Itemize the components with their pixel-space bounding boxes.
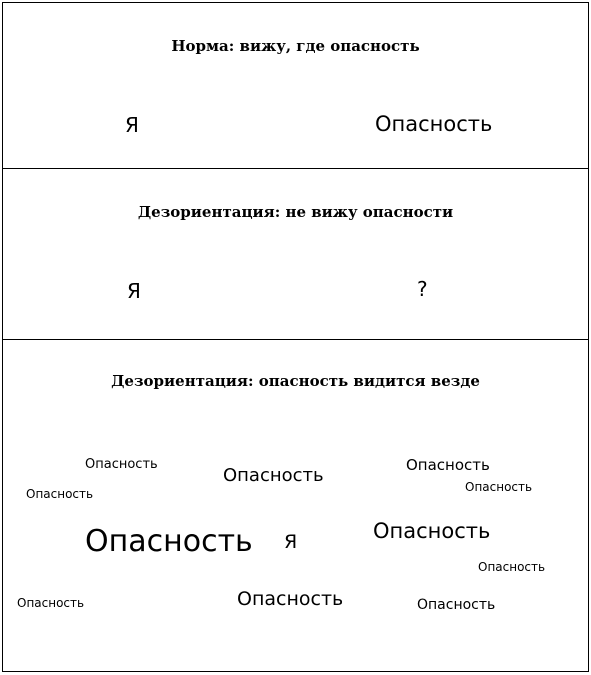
question-mark: ? (417, 277, 428, 301)
danger-label: Опасность (417, 597, 496, 613)
panel-disoriented-blind (2, 168, 589, 340)
danger-label: Опасность (237, 588, 344, 610)
danger-label: Опасность (17, 596, 85, 610)
panel-disoriented-everywhere (2, 339, 589, 672)
panel-normal (2, 2, 589, 169)
panel-title: Дезориентация: не вижу опасности (137, 203, 454, 221)
danger-label: Опасность (406, 456, 490, 474)
danger-label: Опасность (223, 465, 324, 486)
danger-label: Опасность (85, 457, 158, 472)
danger-label: Опасность (26, 487, 94, 501)
panel-title: Дезориентация: опасность видится везде (111, 372, 480, 390)
danger-label: Опасность (375, 112, 493, 136)
self-label: Я (284, 531, 298, 553)
danger-label: Опасность (85, 524, 253, 559)
self-label: Я (127, 279, 141, 303)
danger-label: Опасность (465, 480, 533, 494)
self-label: Я (125, 113, 139, 137)
danger-label: Опасность (478, 560, 546, 574)
panel-title: Норма: вижу, где опасность (171, 37, 420, 55)
danger-label: Опасность (373, 519, 491, 543)
